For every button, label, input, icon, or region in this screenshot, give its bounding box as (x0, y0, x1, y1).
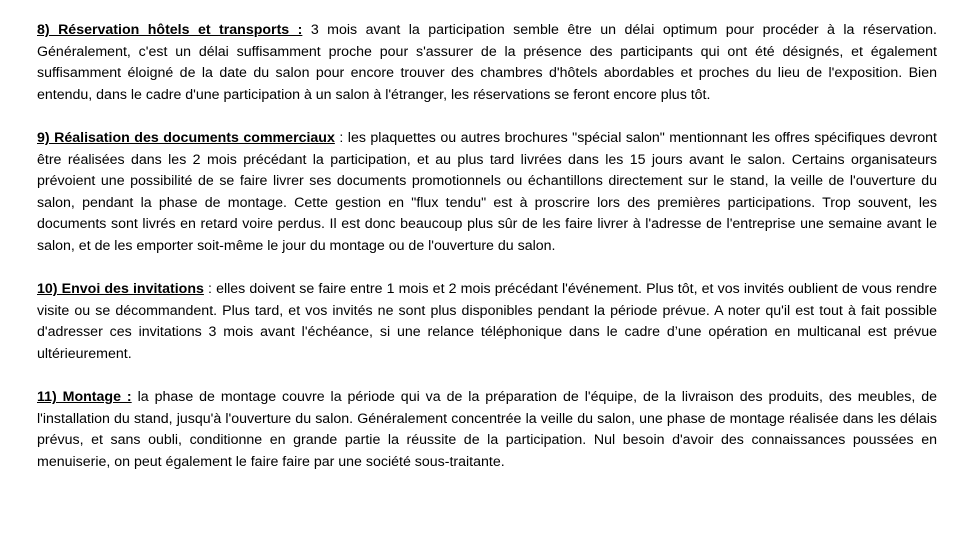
section-setup (37, 387, 937, 473)
section-heading: 9) Réalisation des documents commerciaux (37, 129, 335, 146)
section-body: : elles doivent se faire entre 1 mois et 2 mois précédant l'événement. Plus tôt, et vos invités oublient de vous rendre visite ou se décommandent. Plus tard, et vos invités ne sont plus disponibles pendant la période prévue. A noter qu'il est tout à fait possible d'adresser ces invitations 3 mois avant l'échéance, si une relance téléphonique dans le cadre d’une opération en multicanal est prévue ultérieurement. (37, 281, 937, 362)
section-heading: 11) Montage : (37, 389, 132, 406)
section-heading: 8) Réservation hôtels et transports : (37, 22, 303, 38)
section-body: la phase de montage couvre la période qui va de la préparation de l'équipe, de la livraison des produits, des meubles, de l'installation du stand, jusqu'à l'ouverture du salon. Généralement concentrée la veille du salon, une phase de montage réalisée dans les délais prévus, et sans oubli, conditionne en grande partie la réussite de la participation. Nul besoin d'avoir des connaissances poussées en menuiserie, on peut également le faire faire par une société sous-traitante. (37, 389, 937, 470)
document-page (37, 20, 937, 495)
section-body: : les plaquettes ou autres brochures "spécial salon" mentionnant les offres spécifiques devront être réalisées dans les 2 mois précédant la participation, et au plus tard livrées dans les 15 jours avant le salon. Certains organisateurs prévoient une possibilité de se faire livrer ses documents promotionnels ou échantillons directement sur le stand, la veille de l'ouverture du salon, pendant la phase de montage. Cette gestion en "flux tendu" est à proscrire lors des premières participations. Trop souvent, les documents sont livrés en retard voire perdus. Il est donc beaucoup plus sûr de les faire livrer à l'adresse de l'entreprise une semaine avant le salon, et de les emporter soit-même le jour du montage ou de l'ouverture du salon. (37, 129, 937, 254)
section-hotel-reservation (37, 20, 937, 106)
section-body: 3 mois avant la participation semble être un délai optimum pour procéder à la réservation. Généralement, c'est un délai suffisamment proche pour s'assurer de la présence des participants qui ont été désignés, et également suffisamment éloigné de la date du salon pour encore trouver des chambres d'hôtels abordables et proches du lieu de l'exposition. Bien entendu, dans le cadre d'une participation à un salon à l'étranger, les réservations se feront encore plus tôt. (37, 22, 938, 103)
section-invitations (37, 279, 937, 365)
section-commercial-documents (37, 128, 937, 258)
section-heading: 10) Envoi des invitations (37, 281, 204, 298)
